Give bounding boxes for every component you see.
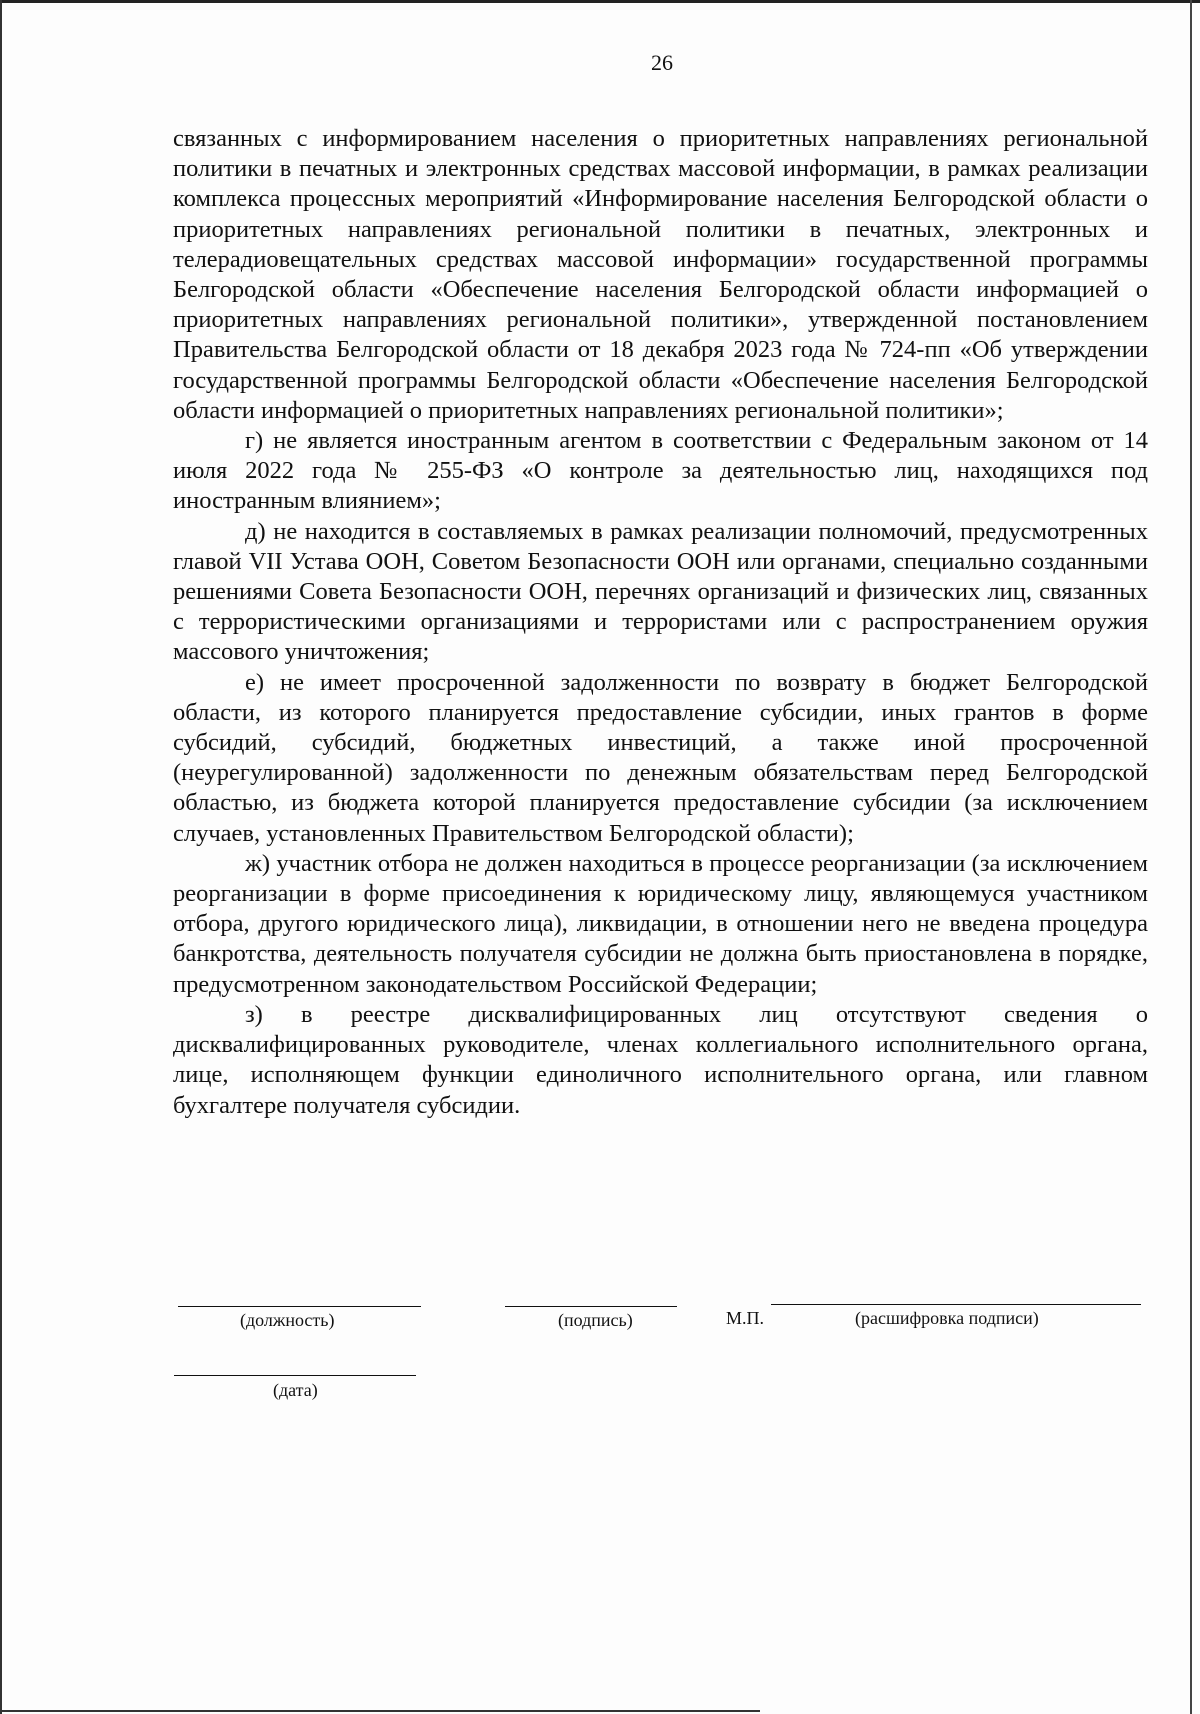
decoding-label: (расшифровка подписи): [855, 1308, 1039, 1328]
scan-edge-right: [1190, 0, 1192, 1714]
page-number: 26: [651, 50, 673, 75]
date-label: (дата): [273, 1380, 318, 1400]
document-body: [173, 124, 1148, 1121]
position-line: [178, 1306, 421, 1307]
signature-line: [505, 1306, 677, 1307]
stamp-label: М.П.: [726, 1308, 765, 1328]
paragraph-z: з) в реестре дисквалифицированных лиц отсутствуют сведения о дисквалифицированных руководителе, членах коллегиального исполнительного органа, лице, исполняющем функции единоличного исполнительного органа, или главном бухгалтере получателя субсидии.: [173, 1000, 1148, 1119]
date-line: [174, 1375, 416, 1376]
signature-label: (подпись): [558, 1310, 633, 1330]
paragraph-continuation: связанных с информированием населения о приоритетных направлениях региональной политики в печатных и электронных средствах массовой информации, в рамках реализации комплекса процессных мероприятий «Информирование населения Белгородской области о приоритетных направлениях региональной политики в печатных, электронных и телерадиовещательных средствах массовой информации» государственной программы Белгородской области «Обеспечение населения Белгородской области информацией о приоритетных направлениях региональной политики», утвержденной постановлением Правительства Белгородской области от 18 декабря 2023 года № 724-пп «Об утверждении государственной программы Белгородской области «Обеспечение населения Белгородской области информацией о приоритетных направлениях региональной политики»;: [173, 125, 1148, 424]
decoding-line: [771, 1304, 1141, 1305]
paragraph-g: г) не является иностранным агентом в соответствии с Федеральным законом от 14 июля 2022 года № 255-ФЗ «О контроле за деятельностью лиц, находящихся под иностранным влиянием»;: [173, 427, 1148, 515]
paragraph-e: е) не имеет просроченной задолженности по возврату в бюджет Белгородской области, из которого планируется предоставление субсидии, иных грантов в форме субсидий, субсидий, бюджетных инвестиций, а также иной просроченной (неурегулированной) задолженности по денежным обязательствам перед Белгородской областью, из бюджета которой планируется предоставление субсидии (за исключением случаев, установленных Правительством Белгородской области);: [173, 668, 1148, 847]
scan-edge-top: [0, 0, 1200, 3]
position-label: (должность): [240, 1310, 335, 1330]
scan-edge-bottom: [0, 1710, 760, 1712]
paragraph-d: д) не находится в составляемых в рамках реализации полномочий, предусмотренных главой VII Устава ООН, Советом Безопасности ООН или органами, специально созданными решениями Совета Безопасности ООН, перечнях организаций и физических лиц, связанных с террористическими организациями и террористами или с распространением оружия массового уничтожения;: [173, 517, 1148, 666]
scan-edge-left: [0, 0, 2, 1714]
paragraph-zh: ж) участник отбора не должен находиться в процессе реорганизации (за исключением реорганизации в форме присоединения к юридическому лицу, являющемуся участником отбора, другого юридического лица), ликвидации, в отношении него не введена процедура банкротства, деятельность получателя субсидии не должна быть приостановлена в порядке, предусмотренном законодательством Российской Федерации;: [173, 849, 1148, 998]
